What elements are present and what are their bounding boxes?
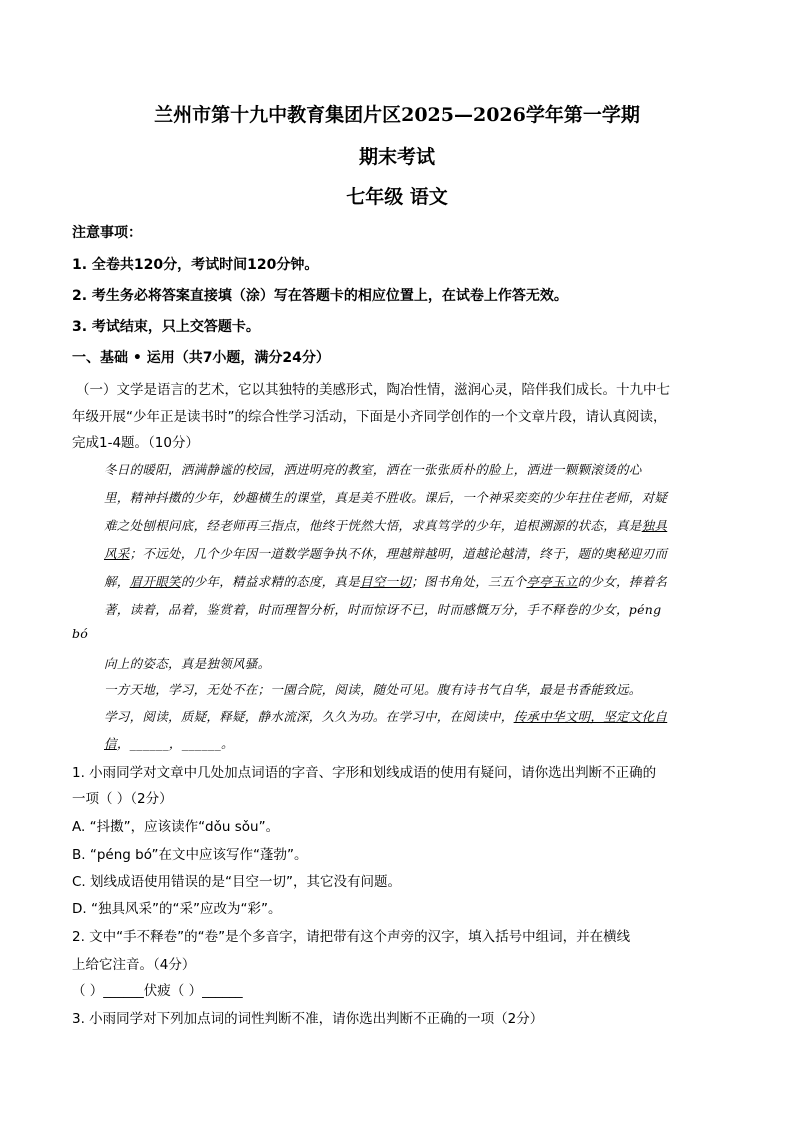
passage-line-2: 里，精神抖擞的少年，妙趣横生的课堂，真是美不胜收。课后，一个神采奕奕的少年拄住老师，对疑 [104,490,668,505]
passage-line-6: 著，读着，品着，鉴赏着，时而理智分析，时而惊讶不已，时而感慨万分，手不释卷的少女，péng [104,602,662,617]
passage-line-11: 信，______，______。 [104,736,234,751]
passage-line-3: 难之处刨根问底，经老师再三指点，他终于恍然大悟，求真笃学的少年，追根溯源的状态，真是独具 [104,518,668,533]
q2-stem-1: 2. 文中“手不释卷”的“卷”是个多音字，请把带有这个声旁的汉字，填入括号中组词，并在横线 [72,929,631,945]
intro-line-1: （一）文学是语言的艺术，它以其独特的美感形式，陶冶性情，滋润心灵，陪伴我们成长。十九中七 [76,382,670,398]
grade-subject: 七年级 语文 [346,186,448,208]
q1-stem-2: 一项（ ）（2分） [72,791,173,807]
q1-option-d: D. “独具风采”的“采”应改为“彩”。 [72,901,282,917]
q2-stem-2: 上给它注音。（4分） [72,957,196,973]
passage-line-7: bó [72,626,89,641]
q1-stem-1: 1. 小雨同学对文章中几处加点词语的字音、字形和划线成语的使用有疑问，请你选出判断不正确的 [72,765,657,781]
q1-option-a: A. “抖擞”，应该读作“dǒu sǒu”。 [72,819,280,835]
passage-line-8: 向上的姿态，真是独领风骚。 [104,656,271,671]
exam-subtitle: 期末考试 [358,146,435,168]
intro-line-3: 完成1-4题。（10分） [72,435,199,451]
passage-line-4: 风采；不远处，几个少年因一道数学题争执不休，理越辩越明，道越论越清，终于，题的奥秘迎刃而 [104,546,668,561]
exam-title: 兰州市第十九中教育集团片区2025—2026学年第一学期 [154,104,640,126]
intro-line-2: 年级开展“少年正是读书时”的综合性学习活动，下面是小齐同学创作的一个文章片段，请认真阅读， [72,409,667,425]
passage-line-5: 解，眉开眼笑的少年，精益求精的态度，真是目空一切；图书角处，三五个亭亭玉立的少女，捧着名 [104,574,668,589]
section-heading: 一、基础 • 运用（共7小题，满分24分） [72,350,330,366]
notes-heading: 注意事项： [72,225,142,241]
note-2: 2. 考生务必将答案直接填（涂）写在答题卡的相应位置上，在试卷上作答无效。 [72,288,568,304]
q2-blank: （ ）______伏疲（ ）______ [72,983,243,999]
passage-line-9: 一方天地，学习，无处不在；一園合院，阅读，随处可见。腹有诗书气自华，最是书香能致远。 [104,682,642,697]
note-3: 3. 考试结束，只上交答题卡。 [72,319,260,335]
q1-option-b: B. “péng bó”在文中应该写作“蓬勃”。 [72,847,308,863]
q3-stem: 3. 小雨同学对下列加点词的词性判断不准，请你选出判断不正确的一项（2分） [72,1011,544,1027]
note-1: 1. 全卷共120分，考试时间120分钟。 [72,257,319,273]
passage-line-1: 冬日的暖阳，洒满静谧的校园，洒进明亮的教室，洒在一张张质朴的脸上，洒进一颗颗滚烫的心 [104,462,642,477]
q1-option-c: C. 划线成语使用错误的是“目空一切”，其它没有问题。 [72,874,401,890]
passage-line-10: 学习，阅读，质疑，释疑，静水流深，久久为功。在学习中，在阅读中，传承中华文明，坚定文化自 [104,709,668,724]
